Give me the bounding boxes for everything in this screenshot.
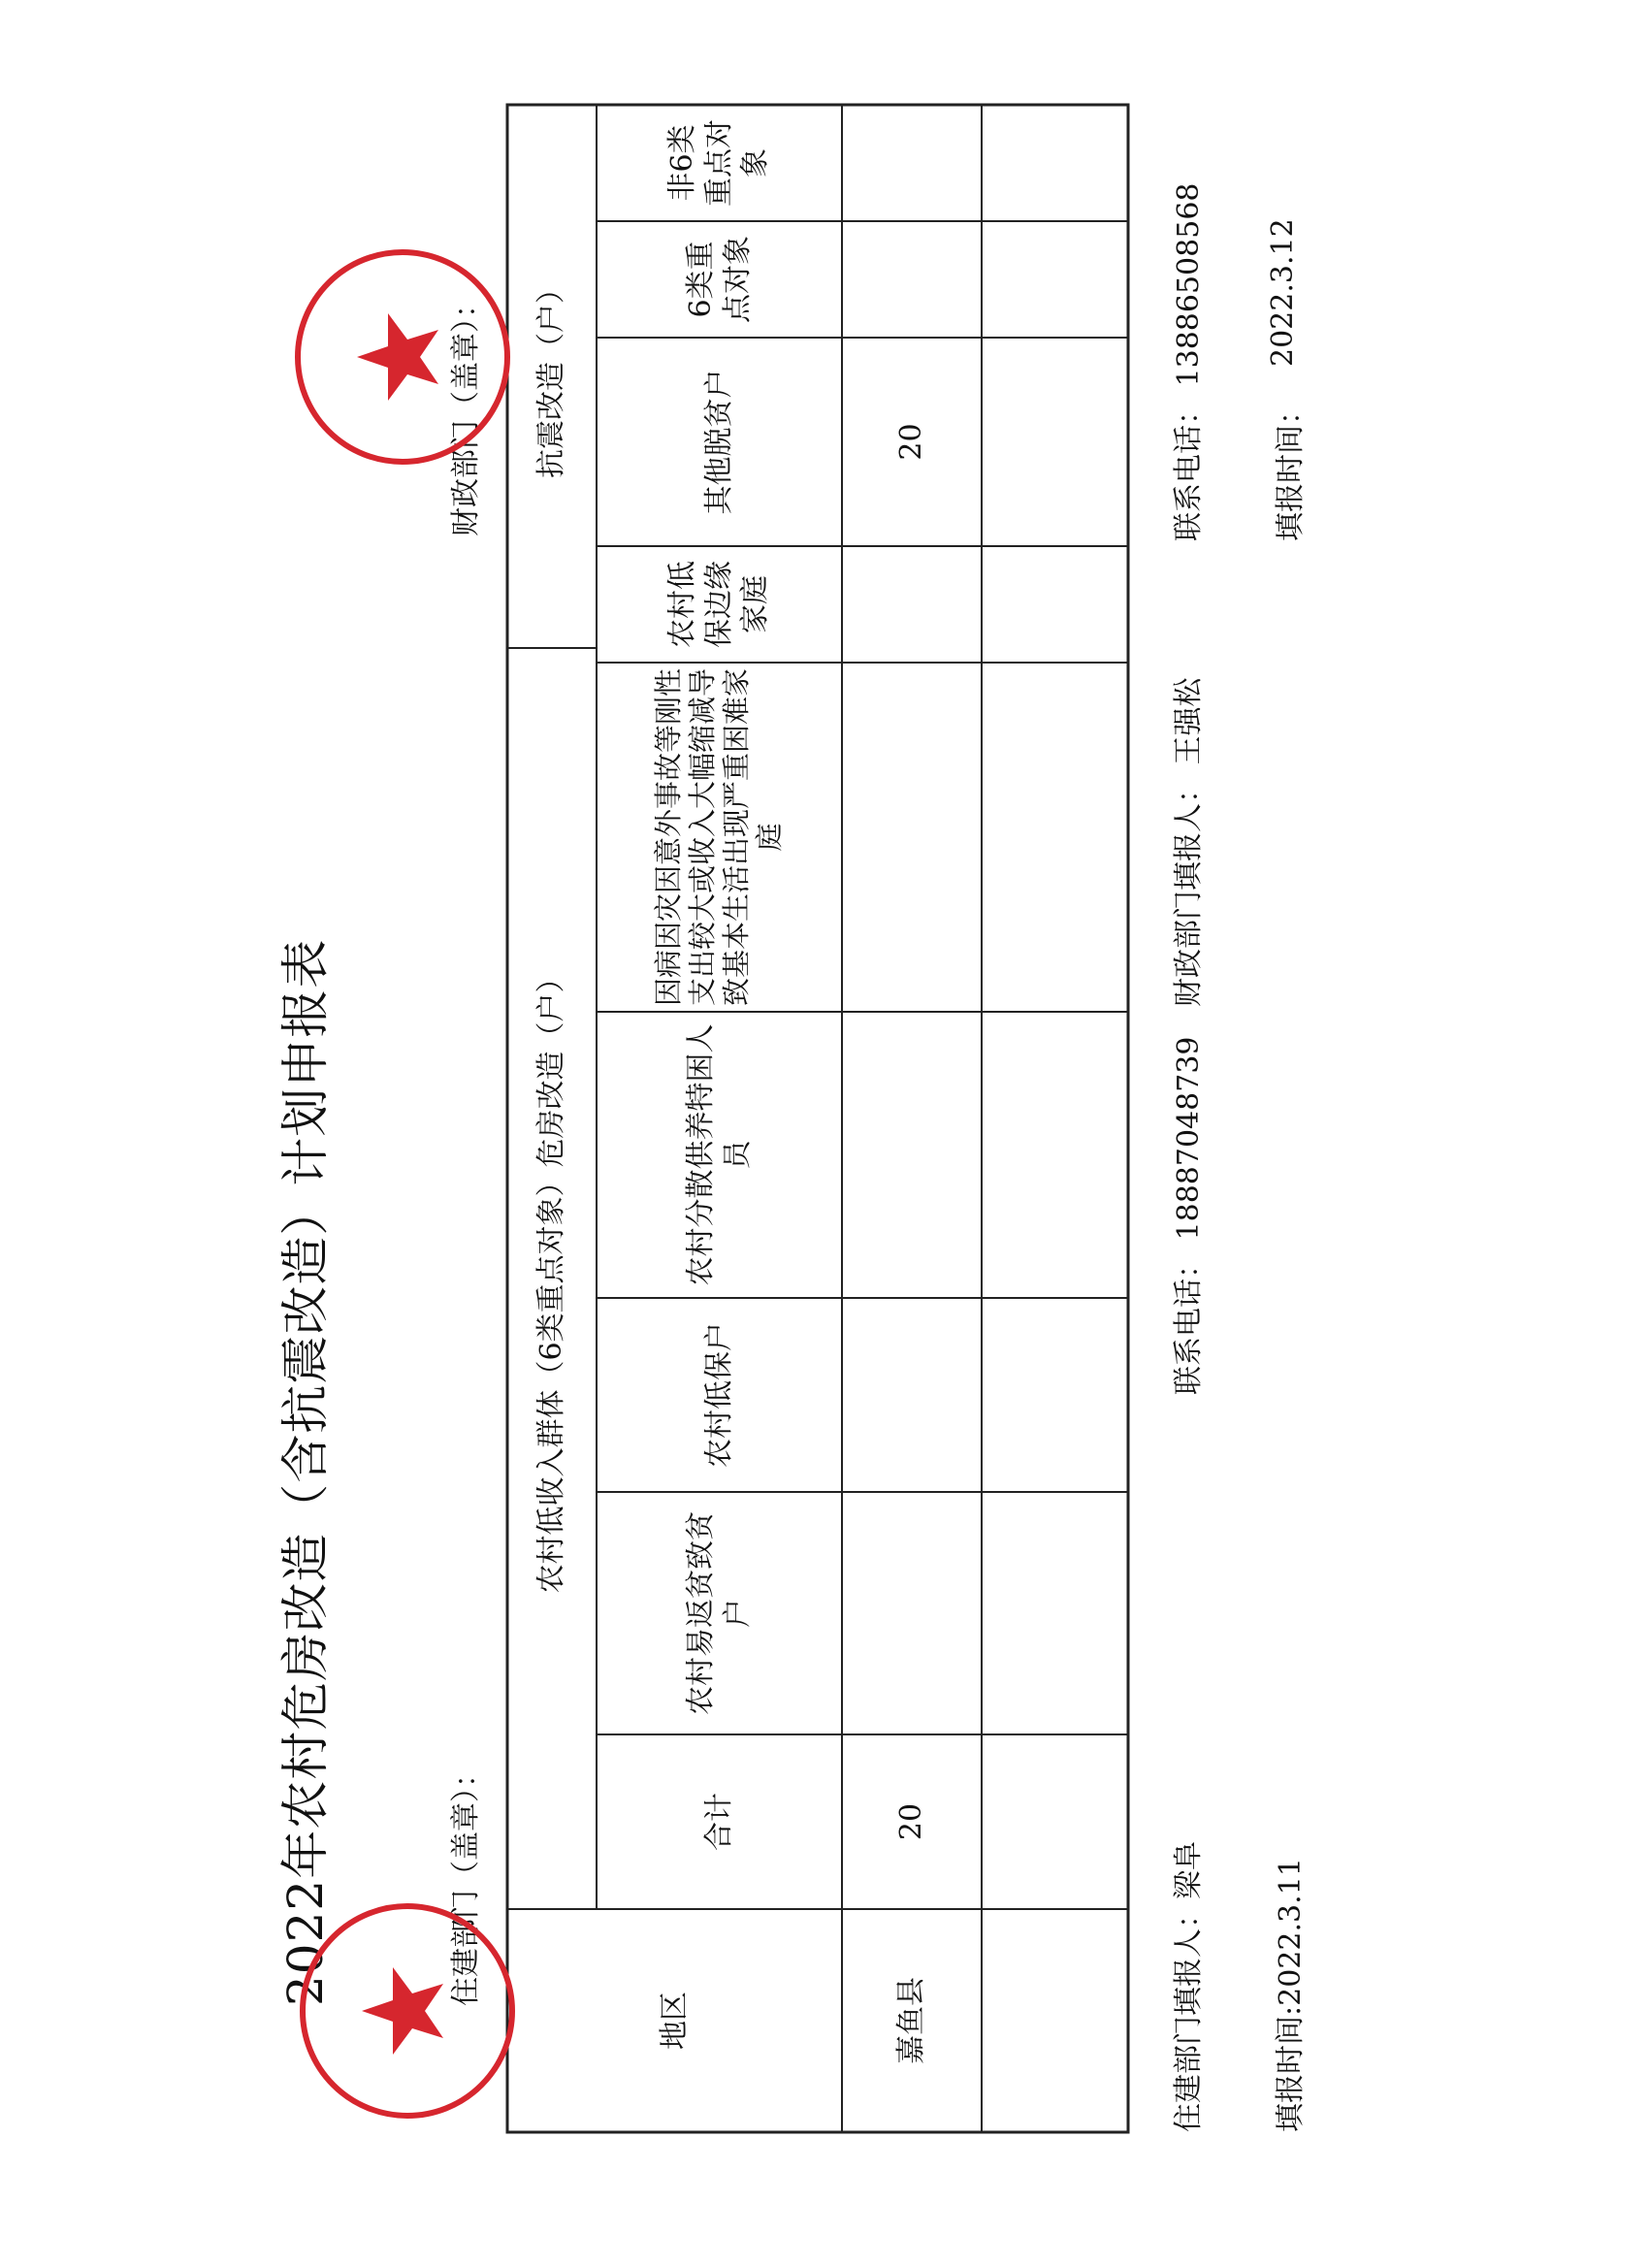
finance-date-label: 填报时间： [1274,396,1308,541]
cell-region: 嘉鱼县 [894,1977,929,2064]
cell-six-types [842,221,982,338]
cell-poverty-return [842,1492,982,1734]
header-hardship: 因病因灾因意外事故等刚性支出较大或收入大幅缩减导致基本生活出现严重困难家庭 [651,667,787,1006]
cell-total: 20 [894,1802,929,1841]
page-title: 2022年农村危房改造（含抗震改造）计划申报表 [277,938,334,2006]
header-poverty-return: 农村易返贫致贫户 [684,1511,755,1715]
cell-dibao-edge [842,546,982,663]
header-six-types: 6类重点对象 [684,236,755,323]
header-other-poverty: 其他脱贫户 [701,369,736,515]
cell-scattered [842,1012,982,1298]
header-total: 合计 [701,1793,736,1851]
cell-non-six [842,105,982,221]
finance-filler: 财政部门填报人： 王强松 [1172,677,1206,1007]
header-scattered: 农村分散供养特困人员 [684,1023,755,1286]
header-group-danger: 农村低收入群体（6类重点对象）危房改造（户） [534,963,569,1594]
housing-dept-stamp [296,1899,519,2122]
finance-dept-stamp [291,245,514,469]
finance-phone: 联系电话： 13886508568 [1172,182,1206,541]
cell-dibao [842,1298,982,1492]
header-group-seismic: 抗震改造（户） [534,275,569,478]
housing-filler: 住建部门填报人：梁阜 [1172,1841,1206,2132]
header-non-six: 非6类重点对象 [665,119,773,207]
header-dibao: 农村低保户 [701,1322,736,1468]
cell-hardship [842,663,982,1012]
housing-dept-label: 住建部门（盖章）： [449,1759,483,2006]
housing-phone: 联系电话： 18887048739 [1172,1036,1206,1395]
cell-other-poverty: 20 [894,423,929,461]
housing-date: 填报时间:2022.3.11 [1274,1858,1308,2132]
finance-date: 2022.3.12 [1266,218,1300,367]
header-dibao-edge: 农村低保边缘家庭 [665,561,773,648]
header-region: 地区 [657,1992,692,2050]
finance-dept-label: 财政部门（盖章）： [449,289,483,536]
